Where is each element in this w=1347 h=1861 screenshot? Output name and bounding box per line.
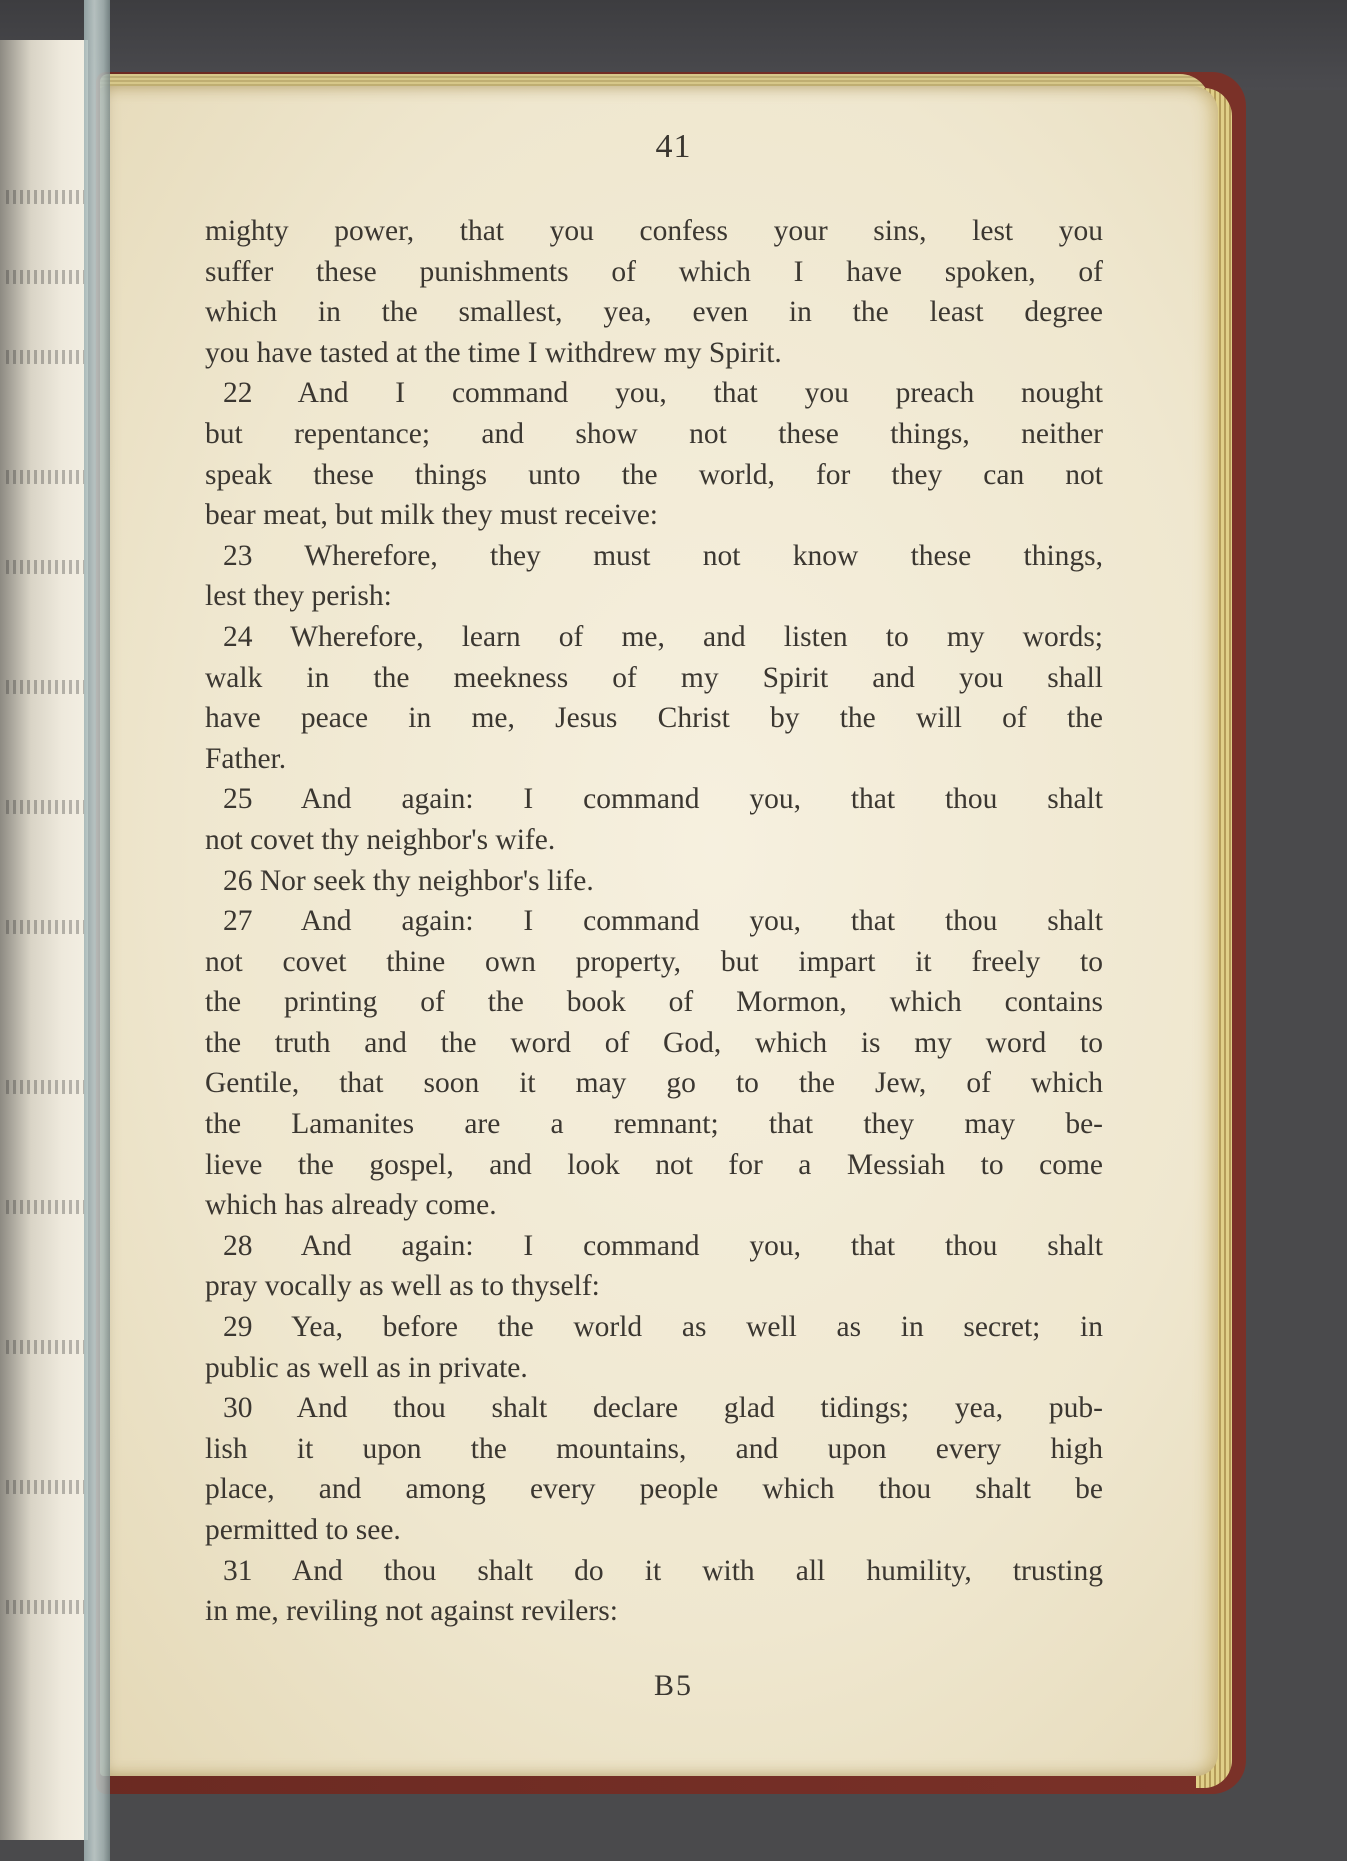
glass-plate-edge — [84, 0, 110, 1861]
show-through-text — [6, 1600, 84, 1614]
show-through-text — [6, 270, 84, 284]
text-line: 26 Nor seek thy neighbor's life. — [223, 864, 594, 897]
text-line: which in the smallest, yea, even in the least degree — [205, 296, 1103, 329]
show-through-text — [6, 1340, 84, 1354]
text-line: have peace in me, Jesus Christ by the will of the — [205, 702, 1103, 735]
text-line: suffer these punishments of which I have spoken, of — [205, 255, 1103, 288]
text-line: in me, reviling not against revilers: — [205, 1595, 618, 1628]
text-line: the printing of the book of Mormon, which contains — [205, 986, 1103, 1019]
text-line: the Lamanites are a remnant; that they may be- — [205, 1108, 1103, 1141]
text-line: 23 Wherefore, they must not know these things, — [223, 539, 1103, 572]
page-text-block — [205, 211, 1103, 1632]
show-through-text — [6, 800, 84, 814]
show-through-text — [6, 470, 84, 484]
page-number: 41 — [655, 128, 692, 165]
show-through-text — [6, 1200, 84, 1214]
text-line: lieve the gospel, and look not for a Messiah to come — [205, 1148, 1103, 1181]
text-line: 25 And again: I command you, that thou shalt — [223, 783, 1103, 816]
text-line: pray vocally as well as to thyself: — [205, 1270, 600, 1303]
show-through-text — [6, 1080, 84, 1094]
text-line: mighty power, that you confess your sins, lest you — [205, 215, 1103, 247]
text-line: not covet thy neighbor's wife. — [205, 823, 556, 856]
signature-mark: B5 — [653, 1669, 693, 1702]
text-line: 30 And thou shalt declare glad tidings; yea, pub- — [223, 1392, 1103, 1425]
text-line: speak these things unto the world, for they can not — [205, 458, 1103, 491]
text-line: lest they perish: — [205, 580, 392, 613]
text-line: 27 And again: I command you, that thou shalt — [223, 905, 1103, 938]
text-line: permitted to see. — [205, 1514, 401, 1546]
show-through-text — [6, 680, 84, 694]
text-line: 28 And again: I command you, that thou shalt — [223, 1229, 1103, 1262]
text-line: Gentile, that soon it may go to the Jew, of which — [205, 1067, 1103, 1100]
text-line: 24 Wherefore, learn of me, and listen to my words; — [223, 620, 1103, 653]
text-line: not covet thine own property, but impart it freely to — [205, 945, 1103, 978]
text-line: you have tasted at the time I withdrew my Spirit. — [205, 336, 782, 369]
show-through-text — [6, 560, 84, 574]
text-line: the truth and the word of God, which is my word to — [205, 1026, 1103, 1059]
text-line: 29 Yea, before the world as well as in secret; in — [223, 1311, 1103, 1344]
text-line: Father. — [205, 742, 287, 775]
text-line: public as well as in private. — [205, 1351, 528, 1384]
text-line: lish it upon the mountains, and upon every high — [205, 1432, 1103, 1465]
text-line: 22 And I command you, that you preach nought — [223, 377, 1103, 410]
show-through-text — [6, 920, 84, 934]
show-through-text — [6, 1480, 84, 1494]
text-line: which has already come. — [205, 1189, 497, 1222]
show-through-text — [6, 350, 84, 364]
text-line: bear meat, but milk they must receive: — [205, 499, 659, 532]
text-line: walk in the meekness of my Spirit and you shall — [205, 661, 1103, 694]
text-line: but repentance; and show not these things, neither — [205, 417, 1103, 450]
left-page-edge — [0, 40, 88, 1840]
text-line: place, and among every people which thou shalt be — [205, 1473, 1103, 1506]
text-line: 31 And thou shalt do it with all humility, trusting — [223, 1554, 1103, 1587]
show-through-text — [6, 190, 84, 204]
